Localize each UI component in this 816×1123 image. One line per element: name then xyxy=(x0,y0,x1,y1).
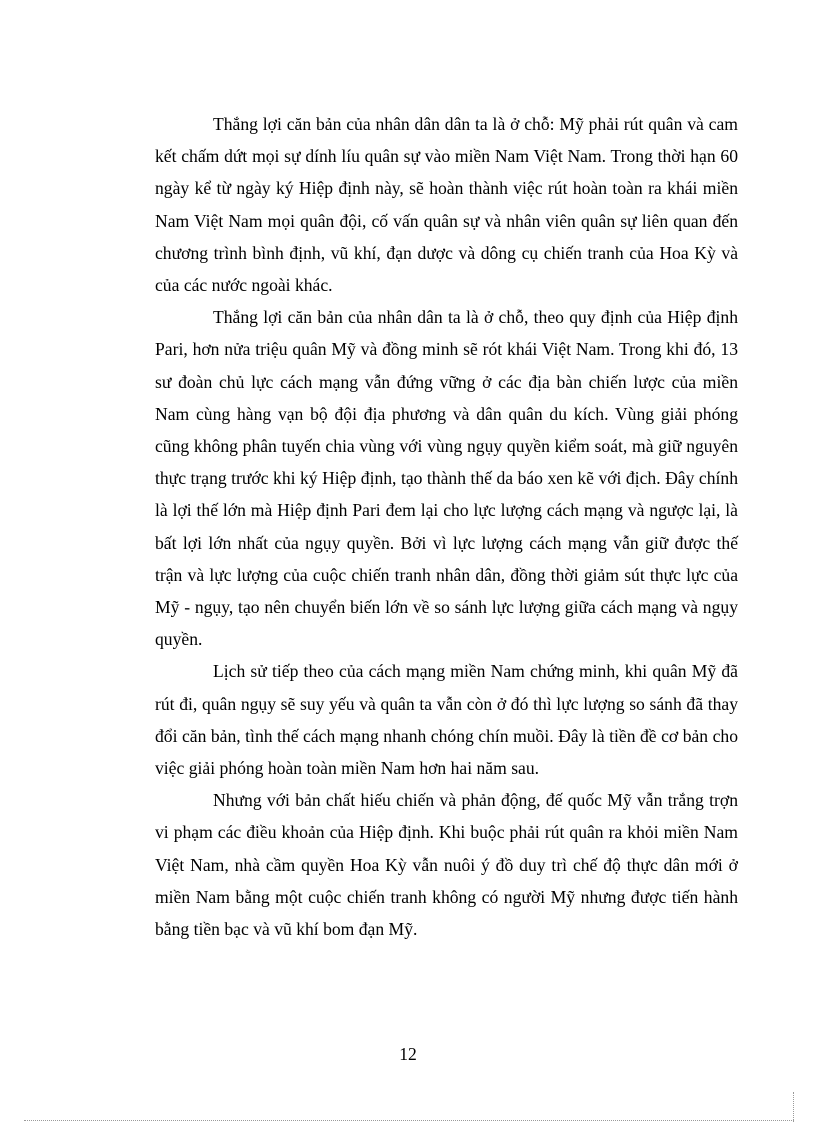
paragraph-4: Nhưng với bản chất hiếu chiến và phản động, đế quốc Mỹ vẫn trắng trợn vi phạm các điều khoản của Hiệp định. Khi buộc phải rút quân ra khỏi miền Nam Việt Nam, nhà cầm quyền Hoa Kỳ vẫn nuôi ý đồ duy trì chế độ thực dân mới ở miền Nam bằng một cuộc chiến tranh không có người Mỹ nhưng được tiến hành bằng tiền bạc và vũ khí bom đạn Mỹ. xyxy=(155,790,738,940)
paragraph-1: Thắng lợi căn bản của nhân dân dân ta là ở chỗ: Mỹ phải rút quân và cam kết chấm dứt mọi sự dính líu quân sự vào miền Nam Việt Nam. Trong thời hạn 60 ngày kể từ ngày ký Hiệp định này, sẽ hoàn thành việc rút hoàn toàn ra khái miền Nam Việt Nam mọi quân đội, cố vấn quân sự và nhân viên quân sự liên quan đến chương trình bình định, vũ khí, đạn dược và dông cụ chiến tranh của Hoa Kỳ và của các nước ngoài khác. xyxy=(155,114,738,296)
page-bottom-border xyxy=(24,1120,794,1121)
paragraph-2: Thắng lợi căn bản của nhân dân ta là ở chỗ, theo quy định của Hiệp định Pari, hơn nửa triệu quân Mỹ và đồng minh sẽ rót khái Việt Nam. Trong khi đó, 13 sư đoàn chủ lực cách mạng vẫn đứng vững ở các địa bàn chiến lược của miền Nam cùng hàng vạn bộ đội địa phương và dân quân du kích. Vùng giải phóng cũng không phân tuyến chia vùng với vùng ngụy quyền kiểm soát, mà giữ nguyên thực trạng trước khi ký Hiệp định, tạo thành thế da báo xen kẽ với địch. Đây chính là lợi thế lớn mà Hiệp định Pari đem lại cho lực lượng cách mạng và ngược lại, là bất lợi lớn nhất của ngụy quyền. Bởi vì lực lượng cách mạng vẫn giữ được thế trận và lực lượng của cuộc chiến tranh nhân dân, đồng thời giảm sút thực lực của Mỹ - ngụy, tạo nên chuyển biến lớn về so sánh lực lượng giữa cách mạng và ngụy quyền. xyxy=(155,307,738,650)
paragraph-3: Lịch sử tiếp theo của cách mạng miền Nam chứng minh, khi quân Mỹ đã rút đi, quân ngụy sẽ suy yếu và quân ta vẫn còn ở đó thì lực lượng so sánh đã thay đổi căn bản, tình thế cách mạng nhanh chóng chín muồi. Đây là tiền đề cơ bản cho việc giải phóng hoàn toàn miền Nam hơn hai năm sau. xyxy=(155,661,738,779)
page-right-border xyxy=(793,1092,794,1122)
document-body xyxy=(155,108,738,945)
page-number: 12 xyxy=(399,1044,417,1064)
